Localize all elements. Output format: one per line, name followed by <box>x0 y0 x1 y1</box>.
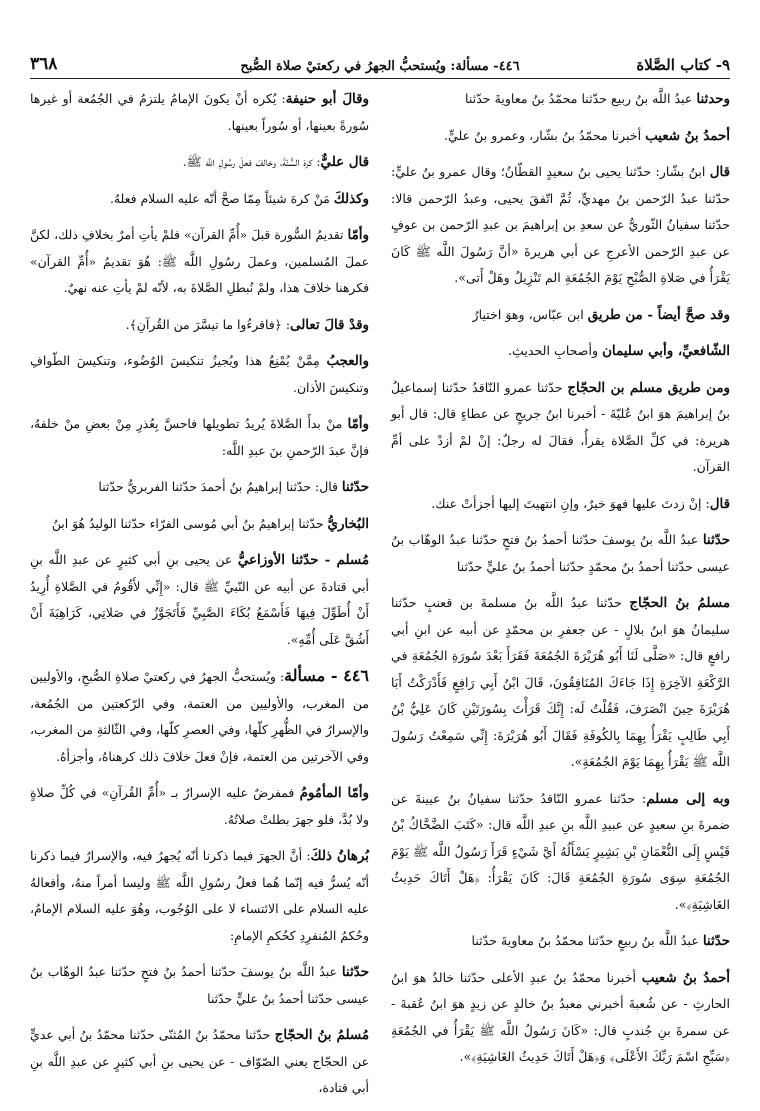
paragraph <box>30 149 369 176</box>
paragraph-lead: الشّافعيِّ، وأبي سليمان <box>602 343 730 359</box>
paragraph-text: : حدّثنا عمرو النّاقدُ حدّثنا سفيانُ بنُ عيينةَ عن ضمرةَ بنِ سعيدٍ عن عبيدِ اللَّه بنِ عبدِ اللَّه قال: «كَتَبَ الضَّحَّاكُ بْنُ قَيْسٍ إِلَى النُّعْمَانِ بْنِ بَشِيرٍ يَسْأَلُهُ أَيَّ شَيْءٍ قَرَأَ رَسُولُ اللَّه ﷺ يَوْمَ الجُمُعَةِ سِوَى سُورَةِ الجُمُعَةِ قَالَ: كَانَ يَقْرَأُ: ﴿هَلْ أَتَاكَ حَدِيثُ الغَاشِيَةِ﴾». <box>391 790 730 912</box>
paragraph <box>30 780 369 833</box>
paragraph <box>391 375 730 481</box>
paragraph-text: منْ بدأَ الصَّلاةَ يُريدُ تطويلها فاحسَّ بِعُذرِ مِنْ بعضِ منْ خلفهُ، فإنَّ عبدَ الرّحمنِ بنَ عبدِ اللَّه: <box>30 416 369 458</box>
paragraph <box>391 928 730 955</box>
paragraph-text: حدّثنا عبدُ اللَّه بنُ مسلمةَ بن قعنبٍ حدّثنا سليمانُ هوَ ابنُ بلالٍ - عن جعفرِ بن محمّدٍ عن أبيه عن ابنِ أبي رافعٍ قال: «صَلَّى لَنَا أَبُو هُرَيْرَةَ الجُمُعَةَ فَقَرَأَ بَعْدَ سُورَةِ الجُمُعَةِ في الرَّكْعَةِ الآخِرَةِ إِذَا جَاءَكَ المُنَافِقُونَ، قَالَ ابْنُ أَبِي رَافِعٍ فَأَدْرَكْتُ أَبَا هُرَيْرَةَ حِينَ انْصَرَفَ، فَقُلْتُ لَه: إِنَّكَ قَرَأْتَ بِسُورَتَيْنِ كَانَ عَلِيُّ بْنُ أَبِي طَالِبٍ يَقْرَأُ بِهِمَا بِالكُوفَةِ فَقَالَ أَبُو هُرَيْرَةَ: إِنِّي سَمِعْتُ رَسُولَ اللَّه ﷺ يَقْرَأُ بِهِمَا يَوْمَ الجُمُعَةِ». <box>391 595 730 769</box>
paragraph <box>391 338 730 365</box>
paragraph-text: عبدُ اللَّه بنُ يوسفَ حدّثنا أحمدُ بنُ فتحٍ حدّثنا عبدُ الوهّاب بنُ عيسى حدّثنا أحمدُ بنُ عليٍّ حدّثنا <box>30 964 369 1006</box>
right-column <box>391 86 730 1081</box>
paragraph <box>391 86 730 113</box>
left-column <box>30 86 370 1095</box>
paragraph <box>391 965 730 1071</box>
paragraph <box>391 123 730 150</box>
paragraph-text: تقديمُ السُّورة قبلَ «أُمِّ القرآن» فلمْ يأتِ أمرٌ بخلافِ ذلك، لكنَّ عملَ المُسلمين، وعملَ رسُولِ اللَّه ﷺ: هُوَ تقديمُ «أُمِّ القرآن» فكرهنا خلافَ هذا، ولمْ نُبطلِ الصَّلاةَ به، لأنّه لمْ يأتِ عنه نهيٌ. <box>30 227 369 295</box>
paragraph-text: مِمَّنْ يُمْنِعُ هذا ويُجيزُ تنكيسَ الوُضُوء، وتنكيسَ الطّوافِ وتنكيسَ الأذان. <box>30 353 369 395</box>
paragraph <box>391 302 730 329</box>
paragraph-lead: وكذلكَ <box>333 190 369 207</box>
paragraph <box>30 186 369 213</box>
paragraph-lead: ومن طريق مسلم بن الحجّاج <box>567 379 730 396</box>
paragraph-lead: مسلمُ بنُ الحجّاج <box>629 595 730 611</box>
chapter-title: ٩- كتاب الصَّلاة <box>636 56 730 74</box>
paragraph <box>30 86 369 139</box>
paragraph-text: حدّثنا محمّدُ بنُ المُثنّى حدّثنا محمّدُ بنُ أبي عديٍّ عن الحجّاج يعني الصّوّاف - عن يحيى بنِ أبي كثيرٍ عن عبدِ اللَّه بنِ أبي قتادة، <box>30 1027 369 1095</box>
paragraph-text: : كرهَ السُّنّةَ، وخالفَ فعلَ رسُولِ اللَّه ﷺ. <box>182 154 321 169</box>
paragraph <box>30 312 369 339</box>
paragraph <box>391 786 730 919</box>
paragraph <box>391 491 730 518</box>
paragraph <box>30 843 369 949</box>
paragraph-lead: قال عليٌّ <box>320 154 369 170</box>
paragraph <box>30 663 369 770</box>
section-title: ٤٤٦- مسألة: ويُستحبُّ الجهرُ في ركعتيْ صلاة الصُّبح <box>240 59 520 74</box>
paragraph <box>30 411 369 464</box>
paragraph-lead: والعجبُ <box>326 353 369 369</box>
paragraph <box>391 527 730 580</box>
paragraph-text: عبدُ اللَّه بنُ يوسفَ حدّثنا أحمدُ بنُ فتحٍ حدّثنا عبدُ الوهّاب بنُ عيسى حدّثنا أحمدُ بنُ محمّدٍ حدّثنا أحمدُ بنُ عليٍّ حدّثنا <box>391 532 730 574</box>
paragraph-lead: قال <box>709 164 730 180</box>
paragraph-lead: ٤٤٦ - مسألة <box>284 666 370 685</box>
paragraph <box>391 159 730 292</box>
paragraph-lead: حدّثنا <box>702 532 730 548</box>
paragraph <box>30 1022 369 1102</box>
paragraph-lead: حدّثنا <box>341 964 369 980</box>
paragraph-text: ابن عبّاس، وهوَ اختيارُ <box>472 306 588 322</box>
page-number: ٣٦٨ <box>30 54 58 74</box>
paragraph-text: مَنْ كرهَ شيئاً مِمّا صحَّ أنّه عليه السلام فعلهُ. <box>109 190 334 206</box>
paragraph-lead: قال <box>709 495 730 512</box>
paragraph-lead: وقالَ أبو حنيفة <box>285 91 369 107</box>
paragraph-lead: حدّثنا <box>341 479 369 495</box>
paragraph-text: حدّثنا إبراهيمُ بنُ أبي مُوسى الفرّاء حدّثنا الوليدُ هُوَ ابنُ <box>51 515 328 531</box>
paragraph-lead: وأمّا <box>347 416 369 432</box>
paragraph-lead: بُرهانُ ذلكَ <box>310 848 369 864</box>
paragraph-text: قال: حدّثنا إبراهيمُ بنُ أحمدَ حدّثنا الفربريُّ حدّثنا <box>98 479 342 494</box>
paragraph-text: : إنْ زدتَ عليها فهوَ خيرٌ، وإنِ انتهيتَ إليها أجزأتْ عنك. <box>431 495 710 511</box>
paragraph-text: : ويُستحبُّ الجهرُ في ركعتيْ صلاةِ الصُّبحِ، والأوليين من المغرب، والأوليين من العتمة، وفي الرّكعتين من الجُمُعة، والإسرارُ في الظُّهرِ كلّها، وفي العصرِ كلّها، وفي الثّالثةِ من المغرب، وفي الآخرتين من العتمة، فإنْ فعلَ خلافَ ذلك كرهناهُ، وأجزأهُ. <box>30 669 369 764</box>
paragraph-text: حدّثنا عمرو النّاقدُ حدّثنا إسماعيلُ بنُ إبراهيمَ هوَ ابنُ عُليّةَ - أخبرنا ابنُ جريجٍ عن عطاءٍ قال: قال أبو هريرة: في كلِّ الصَّلاة يقرأُ، فقالَ له رجلٌ: إنْ لمْ أزدْ على أمِّ القرآن. <box>391 379 730 474</box>
paragraph <box>30 511 369 538</box>
paragraph <box>30 474 369 501</box>
paragraph-lead: وبه إلى مسلم <box>646 790 730 807</box>
paragraph-lead: وأمّا <box>347 227 369 243</box>
paragraph-text: : ﴿فاقرءُوا ما تيسَّرَ من القُرآنِ﴾. <box>125 316 291 332</box>
paragraph-lead: وحدثنا <box>696 91 730 107</box>
paragraph-text: : أنَّ الجهرَ فيما ذكرنا أنّه يُجهرُ فيه، والإسرارُ فيما ذكرنا أنّه يُسرُّ فيه إنّما هُما فعلُ رسُولِ اللَّه ﷺ وليسا أمراً منهُ، وأفعالهُ عليه السلام على الائتساء لا على الوُجُوب، وهُوَ عليه السلام الإمامُ، وحُكمُ المُنفرِدِ كحُكمِ الإمامِ: <box>30 848 369 943</box>
paragraph-text: عبدُ اللَّه بنُ ربيعٍ حدّثنا محمّدُ بنُ معاويةَ حدّثنا <box>471 933 703 948</box>
paragraph <box>30 547 369 653</box>
paragraph <box>30 348 369 401</box>
paragraph <box>30 222 369 302</box>
paragraph-text: وأصحابِ الحديثِ. <box>508 343 603 358</box>
paragraph-text: ابنُ بشّار: حدّثنا يحيى بنُ سعيدٍ القطّانُ؛ وقال عمرو بنُ عليٍّ: حدّثنا عبدُ الرّحمن بنُ مهديٍّ، ثُمَّ اتّفقَ يحيى، وعبدُ الرّحمن قالا: حدّثنا سفيانُ الثّوريُّ عن سعدِ بن إبراهيمَ بن عبدِ الرّحمن بن عوفٍ عن عبدِ الرّحمن الأعرجِ عن أبي هريرةَ «أنَّ رَسُولَ اللَّه ﷺ كَانَ يَقْرَأُ في صَلاةِ الصُّبْحِ يَوْمَ الجُمُعَةِ الم تَنْزِيلُ وهَلْ أَتى». <box>391 164 730 285</box>
paragraph-lead: وأمّا المأمُومُ <box>299 785 369 801</box>
paragraph <box>391 590 730 776</box>
paragraph <box>30 959 369 1012</box>
paragraph-text: أخبرنا محمّدُ بنُ بشّار، وعمرو بنُ عليٍّ. <box>443 127 646 143</box>
paragraph-lead: وقد صحَّ أيضاً - من طريق <box>587 306 730 323</box>
paragraph-lead: أحمدُ بنُ شعيب <box>641 969 730 986</box>
paragraph-lead: البُخاريُّ <box>327 515 369 532</box>
paragraph-text: عبدُ اللَّه بنُ ربيع حدّثنا محمّدُ بنُ معاويةَ حدّثنا <box>465 91 697 106</box>
paragraph-lead: أحمدُ بنُ شعيب <box>645 127 730 144</box>
paragraph-lead: مُسلم - حدّثنا الأوزاعيُّ <box>237 552 369 568</box>
paragraph-text: عن يحيى بنِ أبي كثيرٍ عن عبدِ اللَّه بنِ أبي قتادةَ عن أبيه عن النّبيِّ ﷺ قال: «إِنِّي لأَقُومُ في الصَّلاةِ أُرِيدُ أَنْ أُطَوِّلَ فِيهَا فَأَسْمَعُ بُكَاءَ الصَّبِيِّ فَأَتَجَوَّزُ في صَلاتِي، كَرَاهِيَةَ أَنْ أَشُقَّ عَلَى أُمِّهِ». <box>30 552 369 647</box>
paragraph-text: فمفرضٌ عليه الإسرارُ بـ «أُمِّ القُرآنِ» في كُلِّ صلاةٍ ولا بُدَّ، فلو جهرَ بطلتْ صلاتُهُ. <box>30 785 369 827</box>
paragraph-lead: مُسلمُ بنُ الحجّاج <box>274 1027 369 1043</box>
text-columns <box>30 86 730 1095</box>
paragraph-lead: وقدْ قالَ تعالى <box>290 316 369 333</box>
running-header <box>30 50 730 79</box>
paragraph-text: أخبرنا محمّدُ بنُ عبدِ الأعلى حدّثنا خالدٌ هوَ ابنُ الحارثِ - عن شُعبةَ أخبرني معبدُ بنُ خالدٍ عن زيدٍ هوَ ابنُ عُقبةَ - عن سمرةَ بنِ جُندبٍ قال: «كَانَ رَسُولُ اللَّه ﷺ يَقْرَأُ في الجُمُعَةِ ﴿سَبِّحِ اسْمَ رَبِّكَ الأَعْلَى﴾ وَ﴿هَلْ أَتَاكَ حَدِيثُ الغَاشِيَةِ﴾». <box>391 969 730 1064</box>
paragraph-lead: حدّثنا <box>702 933 730 949</box>
paragraph-text: : يُكره أنْ يكونَ الإمامُ يلتزمُ في الجُمُعة أو غيرها سُورةً بعينها، أو سُوراً بعينها. <box>30 91 369 133</box>
